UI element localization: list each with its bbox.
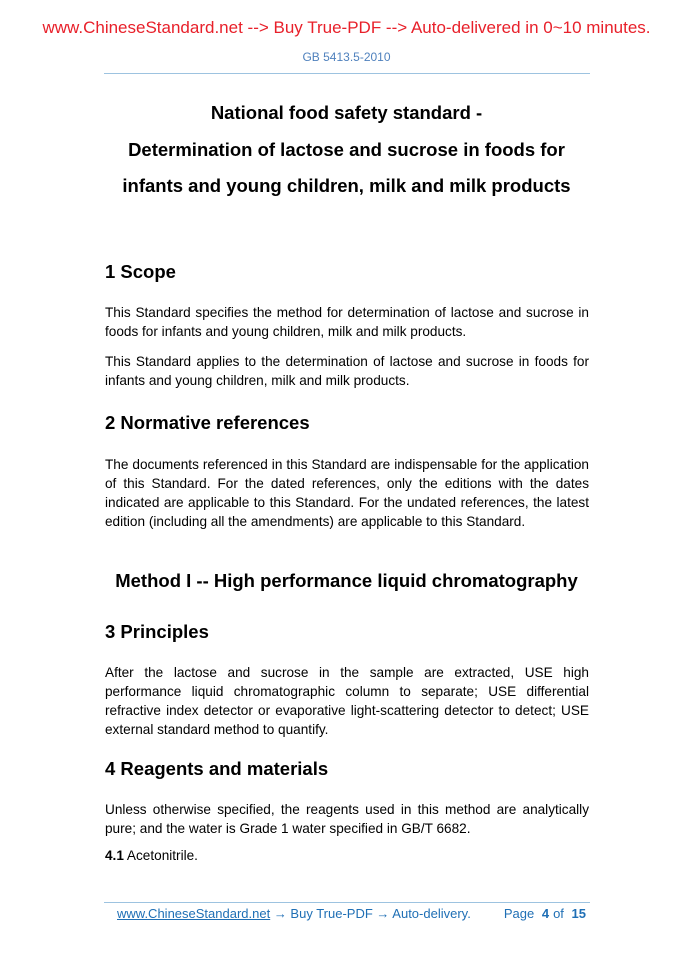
item-number: 4.1 xyxy=(105,848,124,863)
paragraph: This Standard applies to the determination of lactose and sucrose in foods for infants and young children, milk and milk products. xyxy=(105,354,589,388)
paragraph: Unless otherwise specified, the reagents used in this method are analytically pure; and the water is Grade 1 water specified in GB/T 6682. xyxy=(105,802,589,836)
paragraph: The documents referenced in this Standard are indispensable for the application of this Standard. For the dated references, only the editions with the dates indicated are applicable to this Standard. For the undated references, the latest edition (including all the amendments) are applicable to this Standard. xyxy=(105,457,589,529)
section-heading-scope: 1 Scope xyxy=(105,261,176,282)
item-text: Acetonitrile. xyxy=(123,848,198,863)
footer-divider xyxy=(104,902,590,903)
method-heading: Method I -- High performance liquid chromatography xyxy=(115,570,578,591)
paragraph: This Standard specifies the method for determination of lactose and sucrose in foods for infants and young children, milk and milk products. xyxy=(105,305,589,339)
footer-text: → Buy True-PDF → Auto-delivery. xyxy=(270,906,471,921)
section-heading-reagents: 4 Reagents and materials xyxy=(105,758,329,779)
header-divider xyxy=(104,73,590,74)
paragraph: After the lactose and sucrose in the sample are extracted, USE high performance liquid chromatographic column to separate; USE differential refractive index detector or evaporative light-scattering detector to detect; USE external standard method to quantify. xyxy=(105,665,589,737)
title-line-2: Determination of lactose and sucrose in foods for xyxy=(128,139,565,160)
page-number: 4 xyxy=(541,906,550,921)
section-heading-normative-references: 2 Normative references xyxy=(105,412,310,433)
promo-banner[interactable]: www.ChineseStandard.net --> Buy True-PDF --> Auto-delivered in 0~10 minutes. xyxy=(42,18,651,37)
title-line-1: National food safety standard - xyxy=(210,102,483,123)
page-indicator xyxy=(504,906,590,921)
page-of: of xyxy=(553,906,564,921)
page-label: Page xyxy=(503,906,535,921)
page-total: 15 xyxy=(571,906,586,921)
section-heading-principles: 3 Principles xyxy=(105,621,209,642)
title-line-3: infants and young children, milk and milk products xyxy=(122,175,571,196)
footer xyxy=(117,906,590,921)
list-item-4-1 xyxy=(105,846,589,865)
footer-link[interactable]: www.ChineseStandard.net xyxy=(117,906,271,921)
document-id: GB 5413.5-2010 xyxy=(302,50,391,64)
